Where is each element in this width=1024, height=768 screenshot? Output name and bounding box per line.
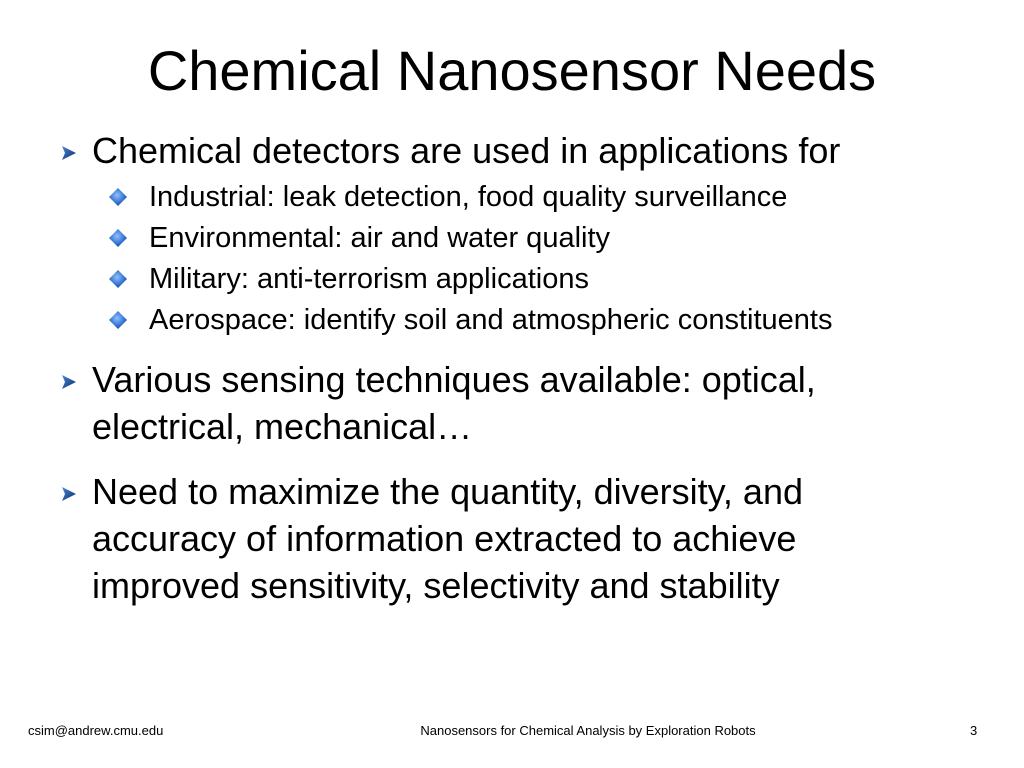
bullet-row [58,127,978,174]
bullet-line: electrical, mechanical… [92,406,473,447]
bullet-item [58,127,978,341]
sub-bullet-text: Military: anti-terrorism applications [149,263,589,295]
diamond-bullet-icon [108,187,128,207]
sub-bullet-item [58,177,978,218]
diamond-bullet-icon [108,228,128,248]
bullet-line: improved sensitivity, selectivity and stability [92,565,780,606]
bullet-text: Chemical detectors are used in applications for [92,130,841,171]
bullet-item [58,356,978,450]
bullet-line: Need to maximize the quantity, diversity, and [92,471,803,512]
arrow-bullet-icon [61,486,77,502]
bullet-item [58,468,978,609]
sub-bullet-text: Aerospace: identify soil and atmospheric constituents [149,304,833,336]
arrow-bullet-icon [61,374,77,390]
diamond-bullet-icon [108,269,128,289]
sub-bullet-item [58,259,978,300]
footer-title: Nanosensors for Chemical Analysis by Exploration Robots [420,723,756,738]
bullet-row [58,468,978,609]
sub-bullet-text: Industrial: leak detection, food quality surveillance [149,181,788,213]
sub-bullet-text: Environmental: air and water quality [149,222,611,254]
sub-bullet-item [58,300,978,341]
diamond-bullet-icon [108,310,128,330]
footer-email: csim@andrew.cmu.edu [28,723,164,738]
bullet-line: Various sensing techniques available: optical, [92,359,816,400]
bullet-row [58,356,978,450]
footer-page-number: 3 [970,723,978,738]
arrow-bullet-icon [61,145,77,161]
slide-title: Chemical Nanosensor Needs [147,39,877,102]
bullet-line: accuracy of information extracted to achieve [92,518,797,559]
sub-bullet-item [58,218,978,259]
